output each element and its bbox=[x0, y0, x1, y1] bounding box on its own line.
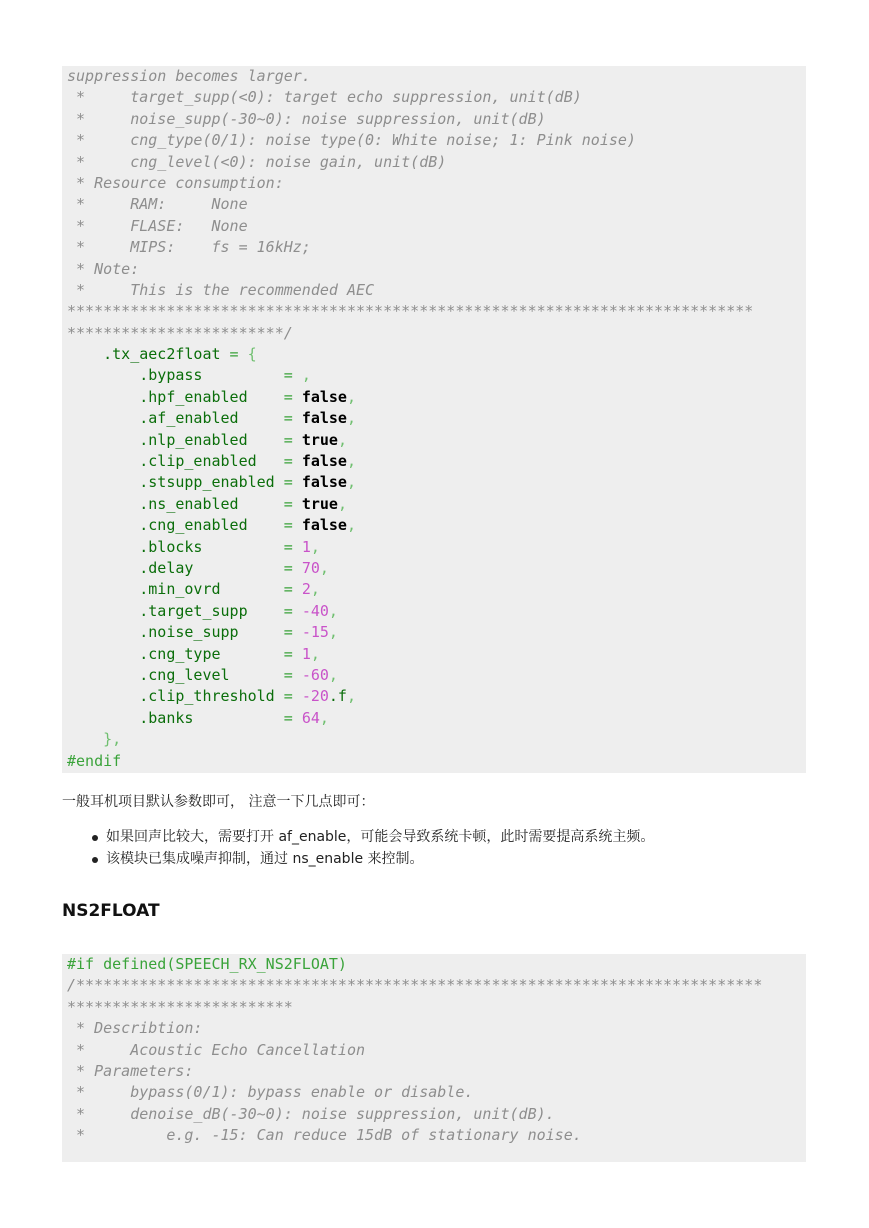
intro-paragraph: 一般耳机项目默认参数即可， 注意一下几点即可： bbox=[62, 794, 375, 810]
field-name: .cng_enabled bbox=[139, 516, 248, 535]
struct-field-line: .hpf_enabled = false, bbox=[139, 387, 356, 406]
comment-text: suppression becomes larger. bbox=[67, 67, 311, 85]
struct-field-line: .nlp_enabled = true, bbox=[139, 430, 347, 449]
code-comment-line bbox=[67, 280, 806, 301]
field-name: .hpf_enabled bbox=[139, 387, 248, 406]
field-value: false bbox=[301, 387, 347, 406]
field-name: .stsupp_enabled bbox=[139, 473, 275, 492]
comment-text: * target_supp(<0): target echo suppression, unit(dB) bbox=[67, 88, 582, 107]
struct-field-line: .ns_enabled = true, bbox=[139, 494, 347, 513]
code-comment-line bbox=[67, 173, 806, 194]
field-name: .target_supp bbox=[139, 601, 248, 620]
comment-text: ************************* bbox=[67, 997, 293, 1016]
code-comment-line bbox=[67, 87, 806, 108]
comment-text: * This is the recommended AEC bbox=[67, 280, 375, 299]
comment-text: * bypass(0/1): bypass enable or disable. bbox=[67, 1083, 474, 1102]
struct-field-line: .cng_level = -60, bbox=[139, 665, 338, 684]
field-suffix: .f bbox=[328, 687, 347, 706]
field-name: .nlp_enabled bbox=[139, 430, 248, 449]
comment-text: * denoise_dB(-30~0): noise suppression, unit(dB). bbox=[67, 1104, 555, 1123]
field-name: .cng_level bbox=[139, 665, 230, 684]
comment-text: * e.g. -15: Can reduce 15dB of stationary noise. bbox=[67, 1126, 582, 1145]
list-item bbox=[62, 826, 654, 848]
list-item-text: 该模块已集成噪声抑制，通过 ns_enable 来控制。 bbox=[106, 851, 424, 867]
code-comment-line bbox=[67, 152, 806, 173]
struct-field-line: .cng_enabled = false, bbox=[139, 516, 356, 535]
field-name: .clip_threshold bbox=[139, 687, 275, 706]
comment-text: * Acoustic Echo Cancellation bbox=[67, 1040, 366, 1059]
struct-close: }, bbox=[67, 730, 122, 749]
comment-text: * Parameters: bbox=[67, 1061, 194, 1080]
field-value: true bbox=[301, 430, 338, 449]
bullet-icon bbox=[92, 835, 98, 841]
struct-field-line: .clip_enabled = false, bbox=[139, 452, 356, 471]
list-item bbox=[62, 848, 654, 870]
code-comment-line bbox=[67, 194, 806, 215]
comment-text: * noise_supp(-30~0): noise suppression, unit(dB) bbox=[67, 109, 546, 128]
code-comment-line bbox=[67, 130, 806, 151]
brace: { bbox=[247, 345, 257, 364]
field-value: 70 bbox=[301, 558, 320, 577]
struct-field-line: .cng_type = 1, bbox=[139, 644, 320, 663]
field-name: .min_ovrd bbox=[139, 580, 221, 599]
struct-field-line: .target_supp = -40, bbox=[139, 601, 338, 620]
code-comment-line bbox=[67, 216, 806, 237]
code-comment-line bbox=[67, 975, 806, 996]
comment-text: * Note: bbox=[67, 259, 140, 278]
comment-text: * FLASE: None bbox=[67, 216, 248, 235]
field-value: false bbox=[301, 452, 347, 471]
code-comment-line bbox=[67, 301, 806, 322]
comment-text: * cng_type(0/1): noise type(0: White noise; 1: Pink noise) bbox=[67, 131, 636, 150]
comment-text: /**************************************************************************** bbox=[67, 976, 763, 995]
struct-name: .tx_aec2float bbox=[103, 345, 221, 364]
struct-field-line: .bypass = , bbox=[139, 366, 311, 385]
code-block-aec2float bbox=[62, 66, 806, 773]
field-name: .ns_enabled bbox=[139, 494, 239, 513]
list-item-text: 如果回声比较大，需要打开 af_enable，可能会导致系统卡顿，此时需要提高系统主频。 bbox=[106, 829, 655, 845]
comment-text: * RAM: None bbox=[67, 195, 248, 214]
field-value: -40 bbox=[301, 601, 329, 620]
struct-field-line: .af_enabled = false, bbox=[139, 409, 356, 428]
code-comment-line bbox=[67, 1104, 806, 1125]
section-heading: NS2FLOAT bbox=[62, 901, 160, 921]
comment-text: **************************************************************************** bbox=[67, 302, 754, 321]
struct-close-line bbox=[67, 729, 806, 750]
field-value: 1 bbox=[301, 644, 311, 663]
field-value: false bbox=[301, 409, 347, 428]
code-block-ns2float bbox=[62, 954, 806, 1162]
field-value: 1 bbox=[301, 537, 311, 556]
struct-field-line: .min_ovrd = 2, bbox=[139, 580, 320, 599]
field-value: 64 bbox=[301, 708, 320, 727]
code-comment-line bbox=[67, 323, 806, 344]
directive-line bbox=[67, 954, 806, 975]
code-comment-line bbox=[67, 997, 806, 1018]
struct-field-line: .blocks = 1, bbox=[139, 537, 320, 556]
struct-open-line: .tx_aec2float = { bbox=[103, 345, 257, 364]
code-comment-line bbox=[67, 66, 806, 87]
comment-text: * Resource consumption: bbox=[67, 173, 284, 192]
notes-list bbox=[62, 826, 654, 870]
field-name: .cng_type bbox=[139, 644, 221, 663]
field-value: 2 bbox=[301, 580, 311, 599]
code-comment-line bbox=[67, 109, 806, 130]
comment-text: * cng_level(<0): noise gain, unit(dB) bbox=[67, 152, 447, 171]
preprocessor-endif: #endif bbox=[67, 751, 122, 770]
field-value: -60 bbox=[301, 665, 329, 684]
field-name: .banks bbox=[139, 708, 194, 727]
field-name: .bypass bbox=[139, 366, 203, 385]
field-name: .noise_supp bbox=[139, 623, 239, 642]
code-comment-line bbox=[67, 237, 806, 258]
comment-text: * MIPS: fs = 16kHz; bbox=[67, 238, 311, 257]
code-comment-line bbox=[67, 259, 806, 280]
field-name: .clip_enabled bbox=[139, 452, 257, 471]
field-value: false bbox=[301, 473, 347, 492]
field-value: true bbox=[301, 494, 338, 513]
code-comment-line bbox=[67, 1082, 806, 1103]
struct-field-line: .delay = 70, bbox=[139, 558, 329, 577]
field-name: .delay bbox=[139, 558, 194, 577]
code-comment-line bbox=[67, 1061, 806, 1082]
struct-field-line: .banks = 64, bbox=[139, 708, 329, 727]
field-value: false bbox=[301, 516, 347, 535]
code-comment-line bbox=[67, 1040, 806, 1061]
field-name: .af_enabled bbox=[139, 409, 239, 428]
endif-line bbox=[67, 751, 806, 772]
code-comment-line bbox=[67, 1125, 806, 1146]
preprocessor-if: #if defined(SPEECH_RX_NS2FLOAT) bbox=[67, 955, 347, 973]
code-comment-line bbox=[67, 1018, 806, 1039]
comment-text: ************************/ bbox=[67, 323, 293, 342]
comment-text: * Describtion: bbox=[67, 1019, 203, 1038]
struct-field-line: .noise_supp = -15, bbox=[139, 623, 338, 642]
field-name: .blocks bbox=[139, 537, 203, 556]
struct-field-line: .clip_threshold = -20.f, bbox=[139, 687, 356, 706]
bullet-icon bbox=[92, 857, 98, 863]
struct-field-line: .stsupp_enabled = false, bbox=[139, 473, 356, 492]
field-value: -15 bbox=[301, 623, 329, 642]
field-value: -20 bbox=[301, 687, 329, 706]
